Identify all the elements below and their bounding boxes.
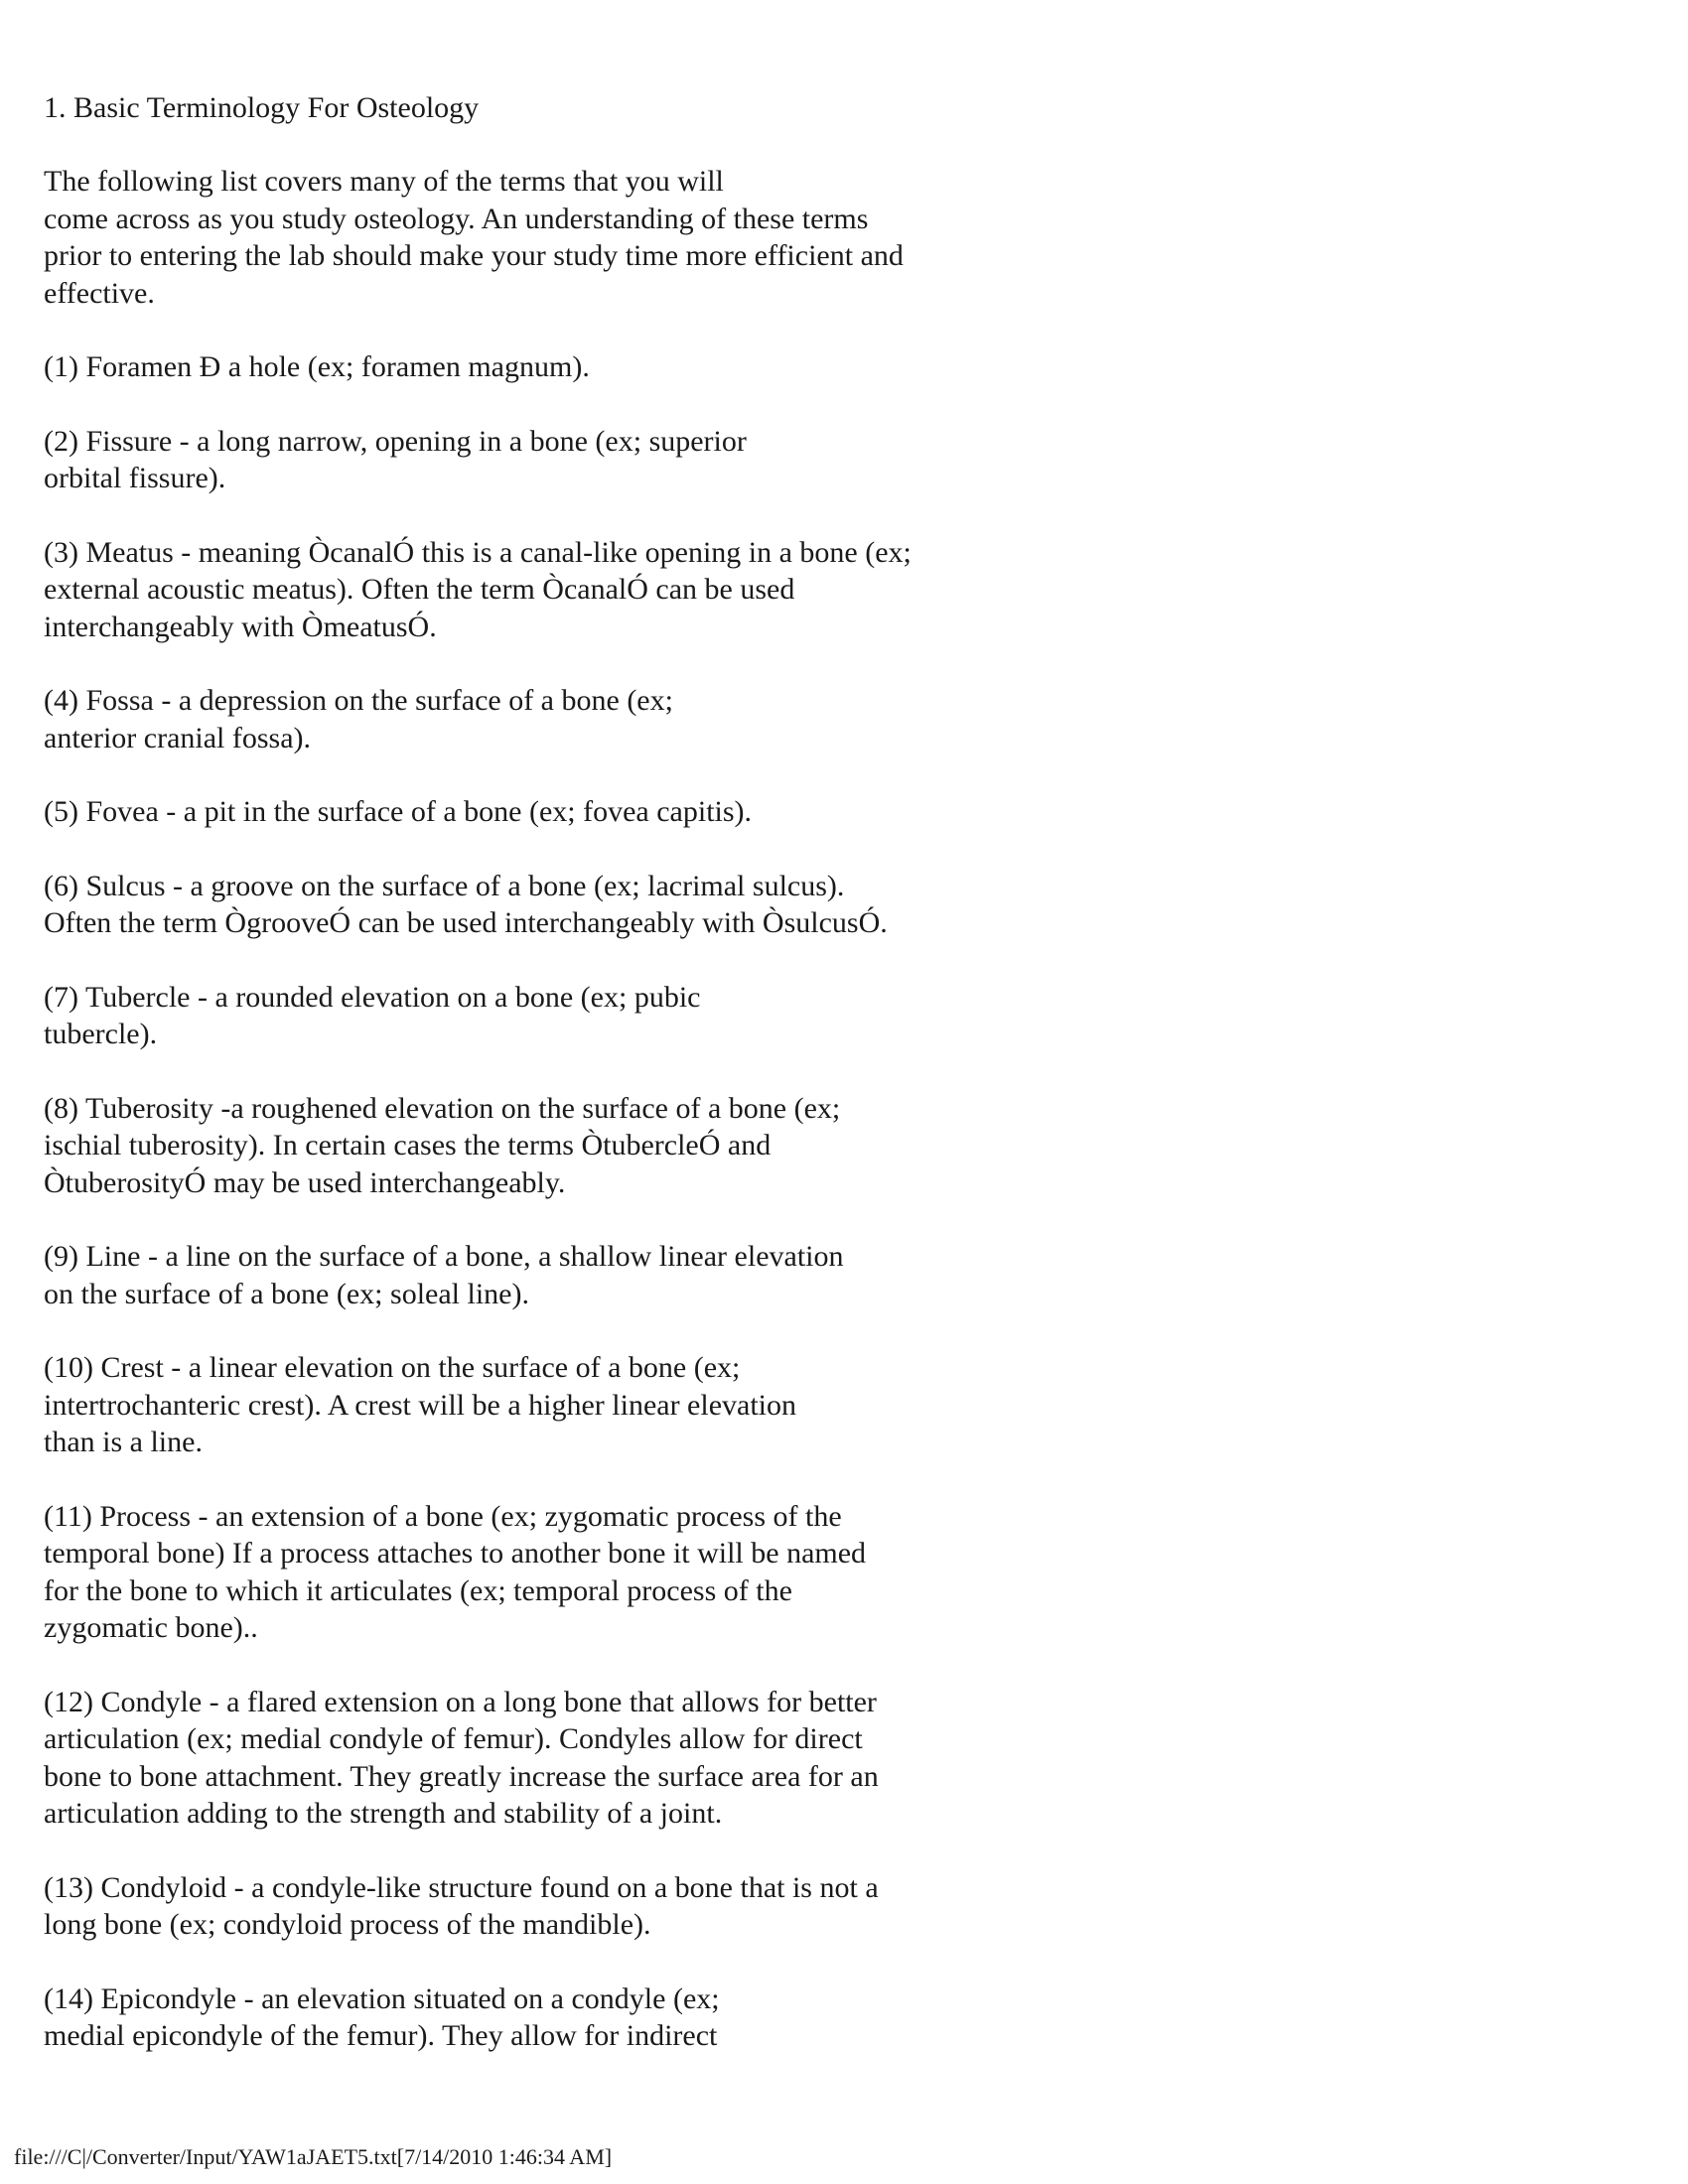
term-process: (11) Process - an extension of a bone (ex; zygomatic process of the temporal bone) If a process attaches to another bone it will be named for the bone to which it articulates (ex; temporal process of the zygomatic bone).. <box>44 1499 867 1644</box>
term-fissure: (2) Fissure - a long narrow, opening in a bone (ex; superior orbital fissure). <box>44 424 747 494</box>
paragraph-list <box>44 163 1632 2055</box>
term-tuberosity: (8) Tuberosity -a roughened elevation on the surface of a bone (ex; ischial tuberosity). In certain cases the terms ÒtubercleÓ and ÒtuberosityÓ may be used interchangeably. <box>44 1091 841 1199</box>
document-page <box>44 89 1632 2092</box>
term-fovea: (5) Fovea - a pit in the surface of a bone (ex; fovea capitis). <box>44 795 753 828</box>
term-fossa: (4) Fossa - a depression on the surface of a bone (ex; anterior cranial fossa). <box>44 684 673 754</box>
term-epicondyle: (14) Epicondyle - an elevation situated on a condyle (ex; medial epicondyle of the femur). They allow for indirect <box>44 1981 720 2052</box>
term-crest: (10) Crest - a linear elevation on the surface of a bone (ex; intertrochanteric crest). A crest will be a higher linear elevation than is a line. <box>44 1351 797 1458</box>
term-condyle: (12) Condyle - a flared extension on a long bone that allows for better articulation (ex; medial condyle of femur). Condyles allow for direct bone to bone attachment. They greatly increase the surface area for an articulation adding to the strength and stability of a joint. <box>44 1685 879 1830</box>
document-title: 1. Basic Terminology For Osteology <box>44 91 480 124</box>
term-meatus: (3) Meatus - meaning ÒcanalÓ this is a canal-like opening in a bone (ex; external acoustic meatus). Often the term ÒcanalÓ can be used interchangeably with ÒmeatusÓ. <box>44 535 912 643</box>
term-line: (9) Line - a line on the surface of a bone, a shallow linear elevation on the surface of a bone (ex; soleal line). <box>44 1240 844 1310</box>
page-footer-path: file:///C|/Converter/Input/YAW1aJAET5.txt[7/14/2010 1:46:34 AM] <box>14 2144 613 2169</box>
term-tubercle: (7) Tubercle - a rounded elevation on a bone (ex; pubic tubercle). <box>44 980 701 1050</box>
term-condyloid: (13) Condyloid - a condyle-like structure found on a bone that is not a long bone (ex; condyloid process of the mandible). <box>44 1870 879 1941</box>
intro-paragraph: The following list covers many of the terms that you will come across as you study osteology. An understanding of these terms prior to entering the lab should make your study time more efficient and effective. <box>44 165 904 310</box>
term-foramen: (1) Foramen Ð a hole (ex; foramen magnum). <box>44 350 590 383</box>
term-sulcus: (6) Sulcus - a groove on the surface of a bone (ex; lacrimal sulcus). Often the term ÒgrooveÓ can be used interchangeably with ÒsulcusÓ. <box>44 869 888 939</box>
